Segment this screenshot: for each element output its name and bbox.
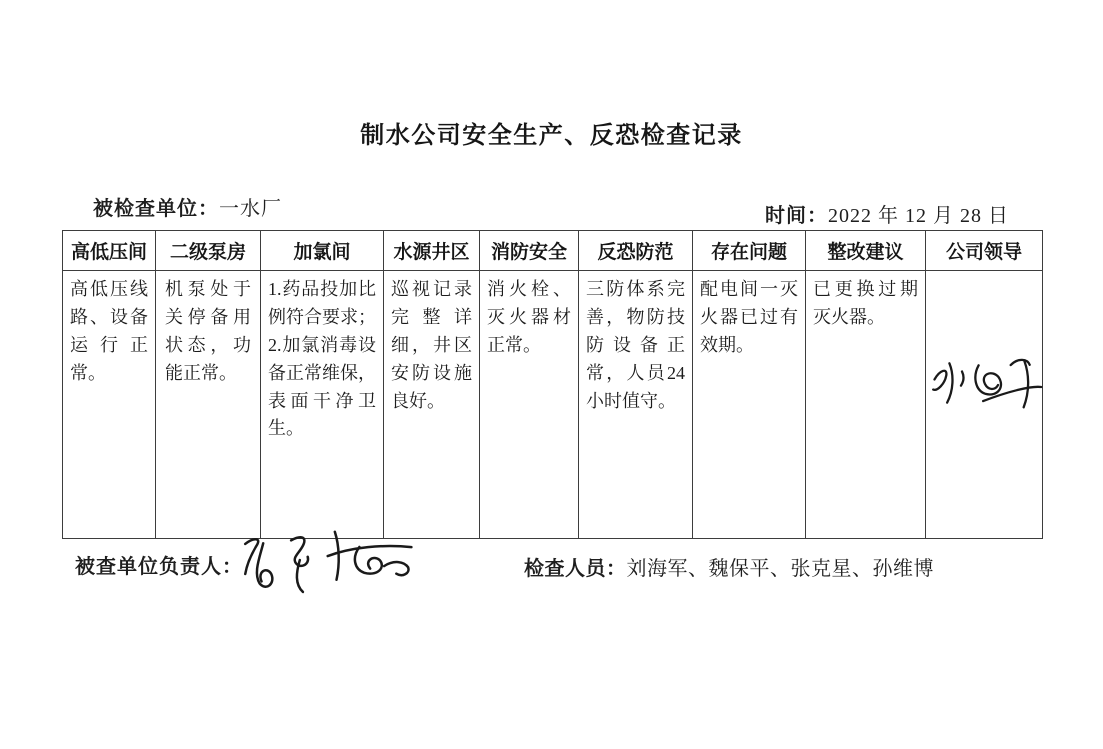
header-secondary-pump-room: 二级泵房	[156, 231, 261, 271]
cell-company-leader-signature-area	[926, 271, 1043, 539]
inspection-record-table	[62, 230, 1043, 539]
cell-hv-lv-room: 高低压线路、设备运行正常。	[63, 271, 156, 539]
header-rectification-suggestions: 整改建议	[806, 231, 926, 271]
inspected-unit-line	[93, 192, 282, 221]
table-header-row	[63, 231, 1043, 271]
cell-rectification-suggestions: 已更换过期灭火器。	[806, 271, 926, 539]
cell-existing-problems: 配电间一灭火器已过有效期。	[693, 271, 806, 539]
cell-chlorination-room: 1.药品投加比例符合要求；2.加氯消毒设备正常维保，表面干净卫生。	[261, 271, 384, 539]
inspected-unit-label: 被检查单位：	[93, 198, 219, 220]
cell-water-source-well-area: 巡视记录完整详细，井区安防设施良好。	[384, 271, 480, 539]
header-existing-problems: 存在问题	[693, 231, 806, 271]
responsible-person-line	[75, 550, 243, 579]
inspectors-value: 刘海军、魏保平、张克星、孙维博	[626, 558, 934, 580]
inspection-time-line	[765, 199, 1009, 228]
cell-fire-safety: 消火栓、灭火器材正常。	[480, 271, 579, 539]
table-body-row	[63, 271, 1043, 539]
header-chlorination-room: 加氯间	[261, 231, 384, 271]
inspectors-line	[524, 552, 934, 581]
time-value: 2022 年 12 月 28 日	[828, 205, 1009, 227]
cell-secondary-pump-room: 机泵处于关停备用状态，功能正常。	[156, 271, 261, 539]
cell-anti-terrorism: 三防体系完善，物防技防设备正常，人员24小时值守。	[579, 271, 693, 539]
inspected-unit-value: 一水厂	[219, 198, 282, 220]
header-hv-lv-room: 高低压间	[63, 231, 156, 271]
inspectors-label: 检查人员：	[524, 558, 627, 580]
header-fire-safety: 消防安全	[480, 231, 579, 271]
time-label: 时间：	[765, 205, 828, 227]
header-company-leader: 公司领导	[926, 231, 1043, 271]
header-water-source-well-area: 水源井区	[384, 231, 480, 271]
header-anti-terrorism: 反恐防范	[579, 231, 693, 271]
page-title: 制水公司安全生产、反恐检查记录	[360, 123, 743, 149]
responsible-person-label: 被查单位负责人：	[75, 556, 243, 578]
